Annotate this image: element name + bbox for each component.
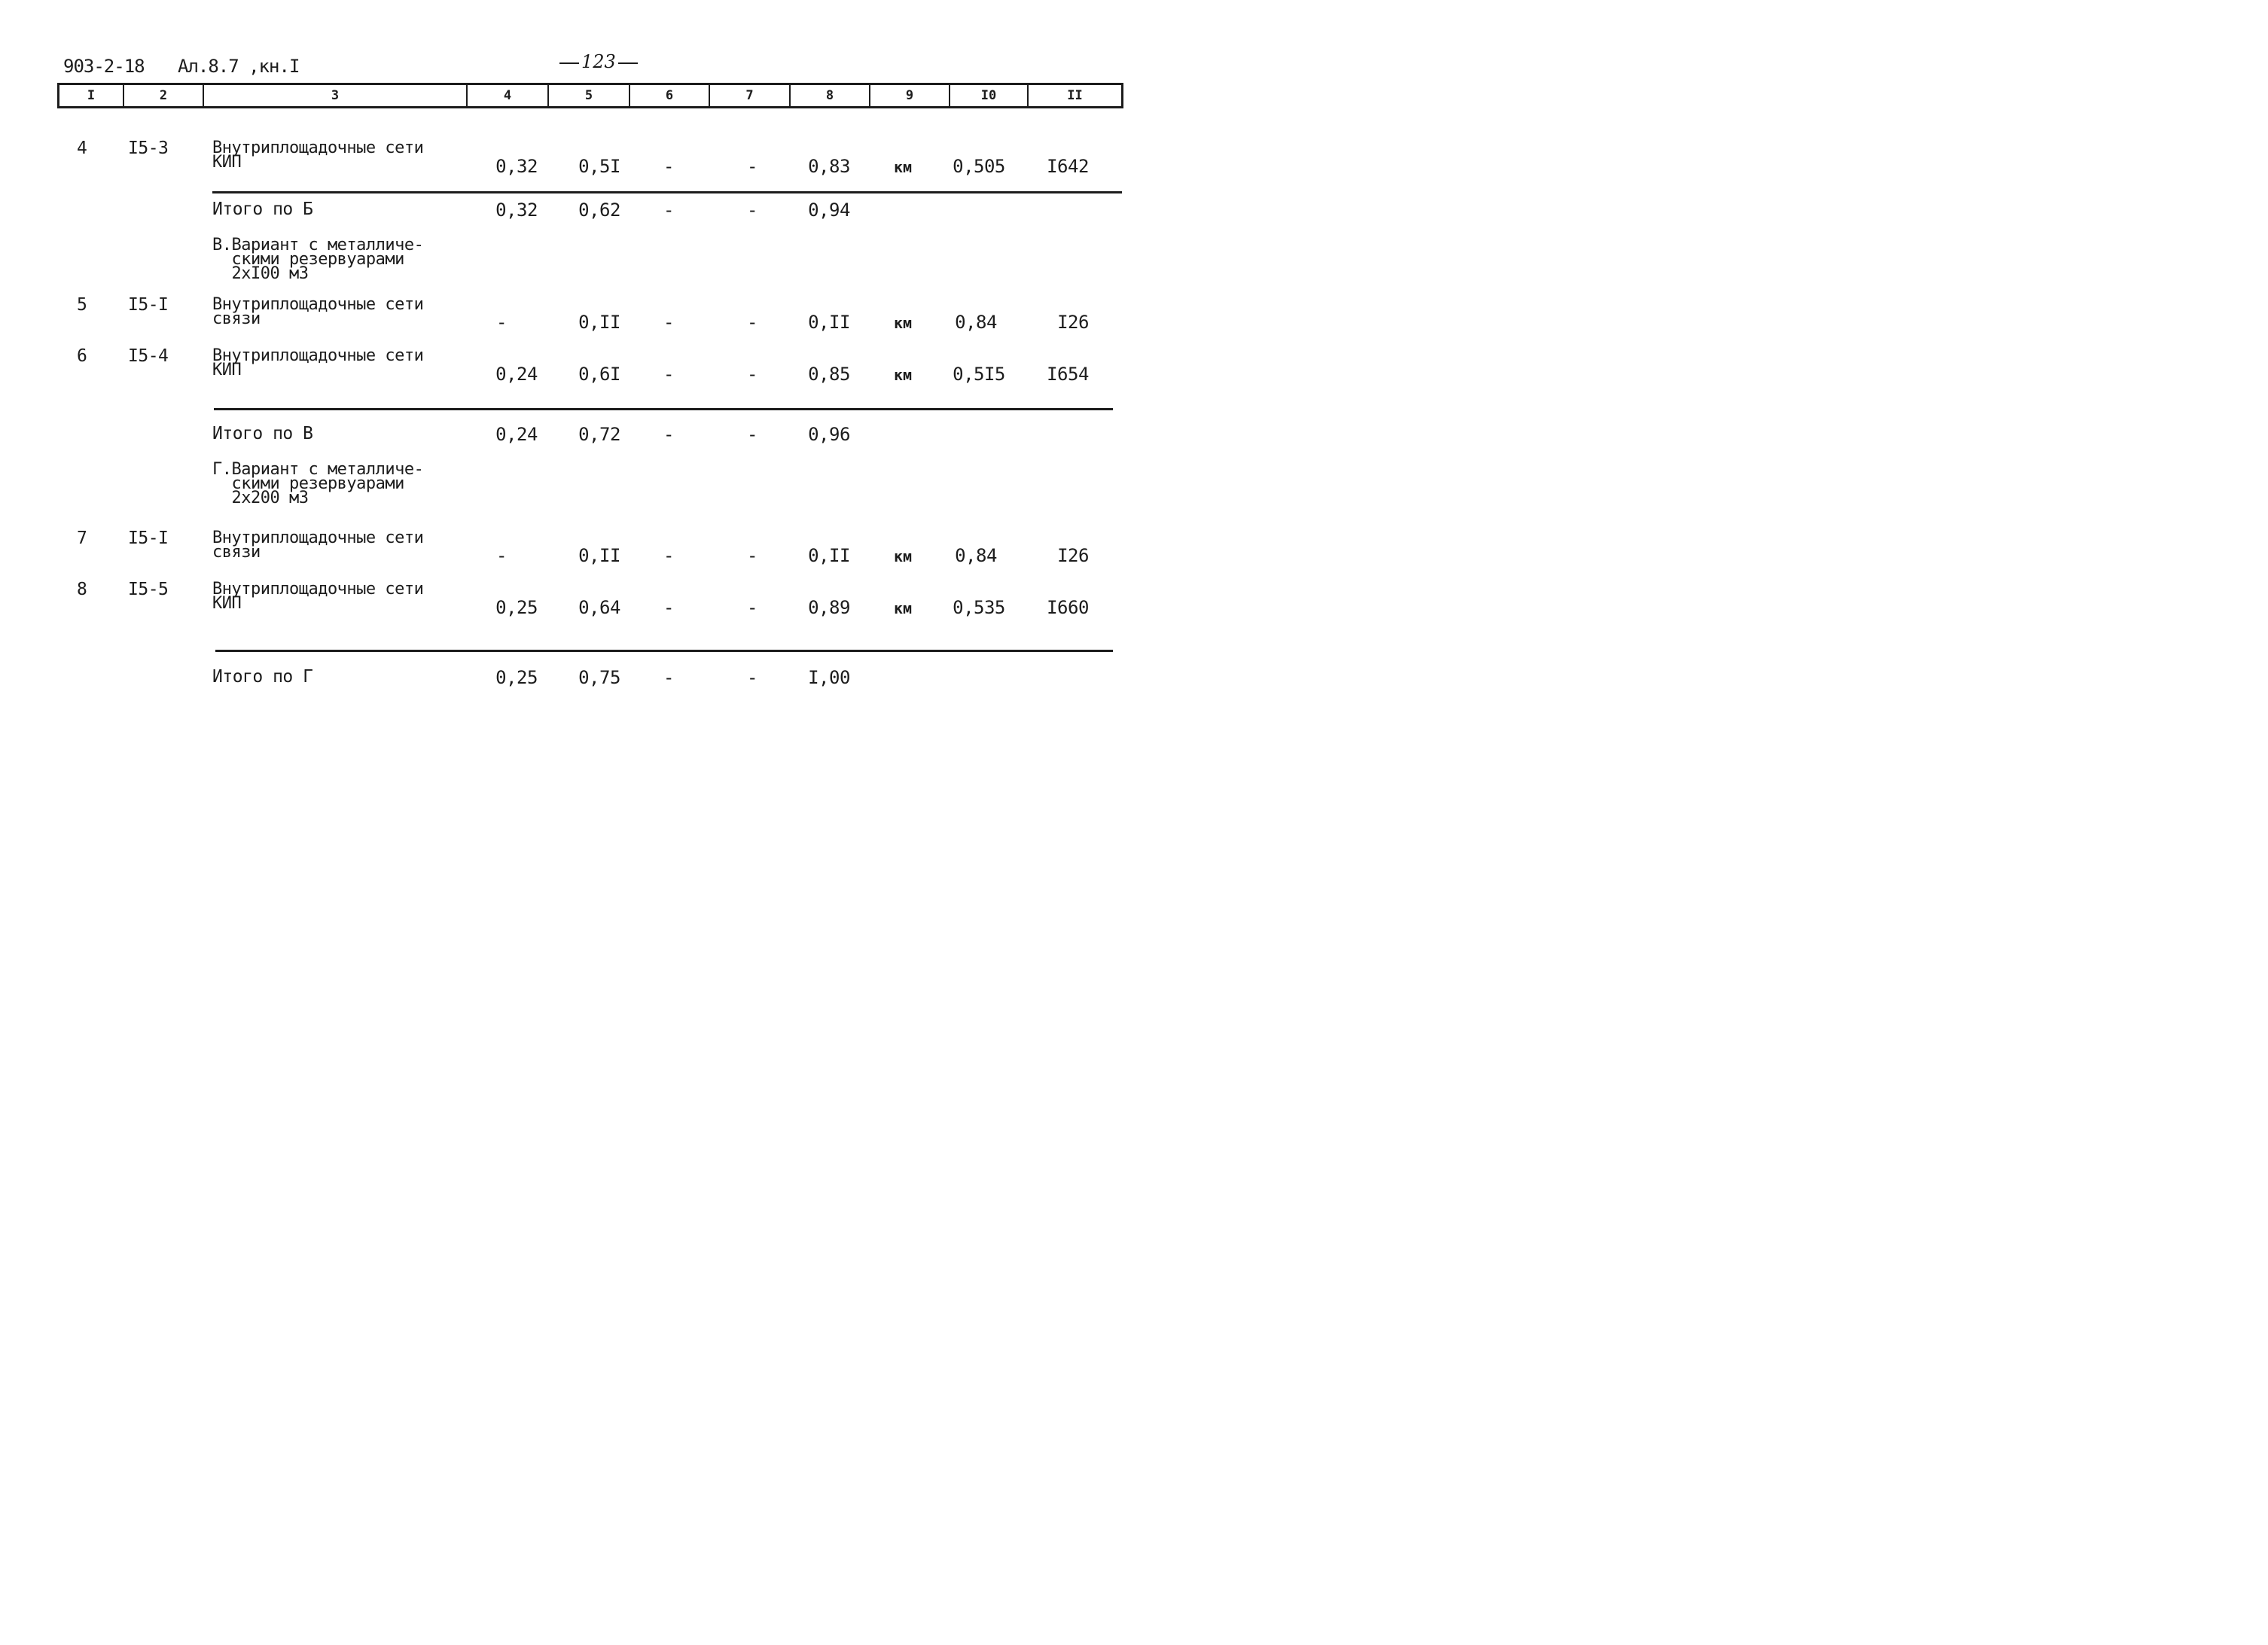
column-header-7: 7 [709, 85, 789, 106]
cell-col6: - [663, 200, 674, 221]
cell-col4: 0,24 [495, 364, 538, 385]
cell-col10: 0,84 [955, 312, 997, 333]
row-description: Внутриплощадочные сети КИП [212, 139, 424, 172]
cell-unit: км [893, 158, 913, 176]
cell-col6: - [663, 667, 674, 688]
column-header-6: 6 [629, 85, 709, 106]
cell-col11: I654 [1047, 364, 1089, 385]
column-header-2: 2 [123, 85, 203, 106]
cell-col4: 0,32 [495, 156, 538, 177]
cell-col8: 0,II [808, 545, 850, 566]
row-number: 5 [77, 295, 87, 315]
cell-unit: км [893, 547, 913, 565]
cell-col5: 0,6I [578, 364, 620, 385]
subtotal-divider [212, 191, 1122, 193]
cell-col10: 0,84 [955, 545, 997, 566]
cell-col4: 0,25 [495, 597, 538, 618]
cell-col4: - [496, 312, 507, 333]
cell-col4: 0,25 [495, 667, 538, 688]
cell-col8: 0,89 [808, 597, 850, 618]
row-code: I5-I [128, 529, 169, 548]
cell-col5: 0,62 [578, 200, 620, 221]
document-code: 903-2-18 [63, 56, 145, 77]
subtotal-label: Итого по Г [212, 667, 313, 687]
cell-col6: - [663, 597, 674, 618]
cell-col7: - [747, 200, 758, 221]
cell-col4: 0,32 [495, 200, 538, 221]
sheet-reference: Ал.8.7 ,кн.I [178, 56, 300, 77]
cell-col8: 0,85 [808, 364, 850, 385]
cell-col7: - [747, 156, 758, 177]
column-header-5: 5 [547, 85, 629, 106]
cell-col5: 0,II [578, 545, 620, 566]
cell-col4: - [496, 545, 507, 566]
subtotal-label: Итого по В [212, 424, 313, 443]
row-number: 7 [77, 529, 87, 548]
cell-col11: I642 [1047, 156, 1089, 177]
cell-col5: 0,64 [578, 597, 620, 618]
cell-col7: - [747, 545, 758, 566]
cell-col8: 0,II [808, 312, 850, 333]
row-number: 8 [77, 580, 87, 599]
cell-col8: 0,96 [808, 424, 850, 445]
cell-col5: 0,5I [578, 156, 620, 177]
row-code: I5-3 [128, 139, 169, 158]
cell-col6: - [663, 424, 674, 445]
row-description: Внутриплощадочные сети КИП [212, 580, 424, 613]
cell-col10: 0,505 [953, 156, 1005, 177]
cell-col6: - [663, 156, 674, 177]
row-description: Внутриплощадочные сети связи [212, 295, 424, 328]
row-number: 6 [77, 346, 87, 366]
cell-col6: - [663, 364, 674, 385]
cell-col7: - [747, 597, 758, 618]
cell-col6: - [663, 545, 674, 566]
cell-col8: 0,83 [808, 156, 850, 177]
subtotal-divider [214, 408, 1113, 410]
cell-col8: 0,94 [808, 200, 850, 221]
cell-unit: км [893, 366, 913, 384]
cell-col5: 0,72 [578, 424, 620, 445]
cell-col7: - [747, 364, 758, 385]
cell-col5: 0,II [578, 312, 620, 333]
cell-col7: - [747, 312, 758, 333]
cell-col7: - [747, 667, 758, 688]
cell-unit: км [893, 599, 913, 617]
cell-col4: 0,24 [495, 424, 538, 445]
column-header-4: 4 [466, 85, 547, 106]
cell-col7: - [747, 424, 758, 445]
column-header-3: 3 [203, 85, 466, 106]
row-description: Внутриплощадочные сети связи [212, 529, 424, 562]
subtotal-divider [215, 650, 1113, 652]
column-header-10: I0 [949, 85, 1027, 106]
cell-col11: I660 [1047, 597, 1089, 618]
cell-col5: 0,75 [578, 667, 620, 688]
section-heading: Г.Вариант с металличе- скими резервуарами 2х200 м3 [212, 460, 424, 507]
page-number-value: 123 [581, 51, 616, 72]
cell-unit: км [893, 314, 913, 332]
row-number: 4 [77, 139, 87, 158]
document-page [0, 0, 1134, 822]
page-number [557, 51, 640, 72]
cell-col6: - [663, 312, 674, 333]
cell-col11: I26 [1057, 545, 1089, 566]
cell-col10: 0,5I5 [953, 364, 1005, 385]
row-code: I5-5 [128, 580, 169, 599]
column-header-9: 9 [869, 85, 949, 106]
row-code: I5-4 [128, 346, 169, 366]
section-heading: В.Вариант с металличе- скими резервуарами 2хI00 м3 [212, 236, 424, 283]
row-code: I5-I [128, 295, 169, 315]
column-header-8: 8 [789, 85, 869, 106]
column-number-header [57, 83, 1123, 108]
cell-col8: I,00 [808, 667, 850, 688]
subtotal-label: Итого по Б [212, 200, 313, 219]
cell-col10: 0,535 [953, 597, 1005, 618]
column-header-1: I [87, 88, 96, 103]
row-description: Внутриплощадочные сети КИП [212, 346, 424, 379]
column-header-11: II [1027, 85, 1121, 106]
cell-col11: I26 [1057, 312, 1089, 333]
